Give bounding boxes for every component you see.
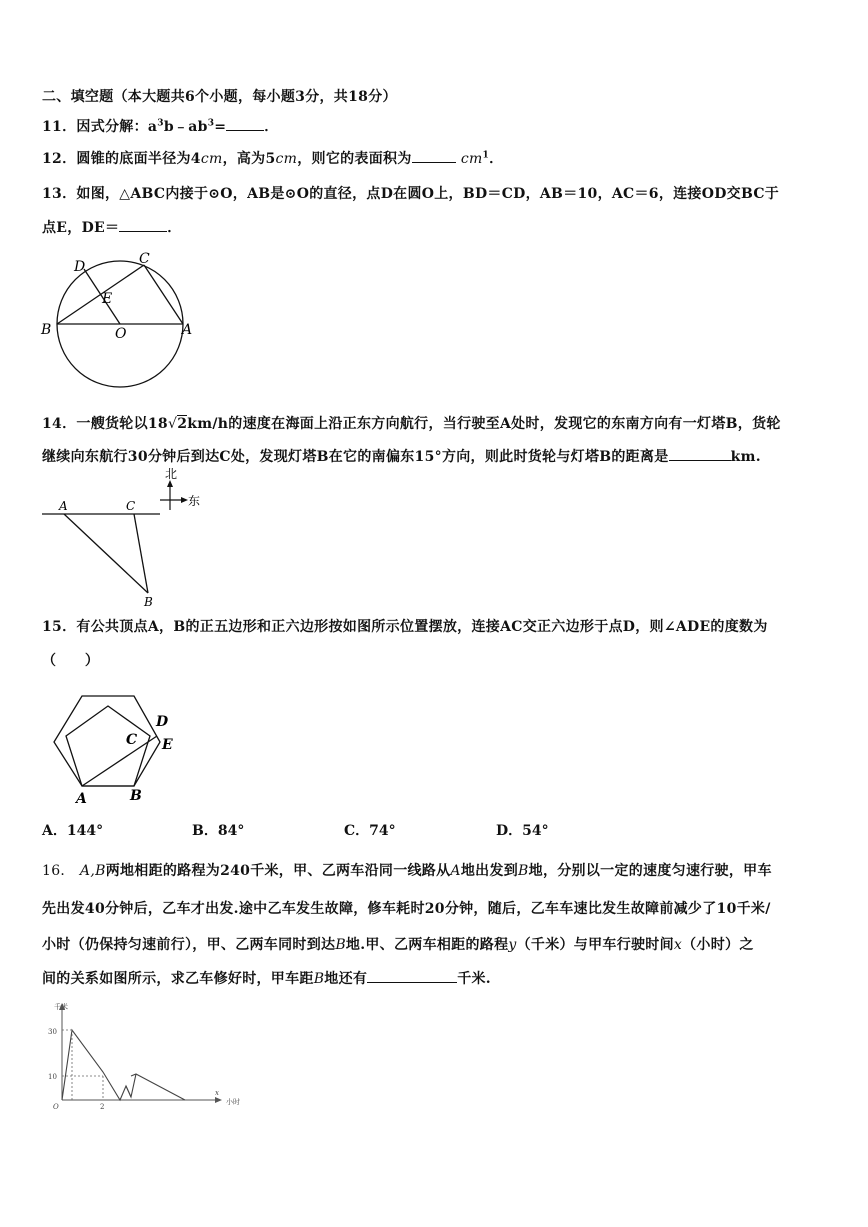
section-title: 二、填空题（本大题共6个小题，每小题3分，共18分）: [42, 89, 397, 105]
q11-answer-blank[interactable]: [226, 116, 264, 131]
q14-label-east: 东: [188, 494, 201, 508]
q12-unit2: cm: [275, 151, 298, 167]
q14-number: 14．: [42, 416, 77, 432]
q16-line4a: 间的关系如图所示，求乙车修好时，甲车距: [42, 971, 314, 987]
q13-label-b: B: [41, 322, 52, 338]
q16-line3g: （小时）之: [682, 937, 754, 953]
q16-line4c: 地还有: [324, 971, 368, 987]
q14-line1b: km/h的速度在海面上沿正东方向航行，当行驶至A处时，发现它的东南方向有一灯塔B，货轮: [187, 416, 781, 432]
q15-label-d: D: [156, 714, 169, 730]
q16-graph-origin: O: [53, 1103, 59, 1111]
q14-sqrt-value: 2: [177, 416, 188, 432]
question-16-line-3: [42, 934, 754, 954]
q12-sup: 1: [482, 150, 490, 161]
q16-number: 16．: [42, 863, 75, 879]
q13-answer-blank[interactable]: [119, 217, 167, 232]
q16-line3e: （千米）与甲车行驶时间: [516, 937, 674, 953]
question-11: [42, 116, 279, 136]
q14-label-north: 北: [165, 467, 178, 481]
q16-line4d: 千米.: [457, 971, 491, 987]
q16-line1g: 地，分别以一定的速度匀速行驶，甲车: [528, 863, 772, 879]
q12-text-b: ，高为5: [222, 151, 276, 167]
q12-end: ．: [489, 151, 504, 167]
q14-label-b: B: [144, 595, 153, 609]
q16-var-b2: B: [518, 863, 529, 879]
q13-line1: 如图，△ABC内接于⊙O，AB是⊙O的直径，点D在圆O上，BD＝CD，AB＝10，AC＝6，连接OD交BC于: [76, 186, 780, 202]
q14-line2b: km.: [730, 449, 761, 465]
q15-answer-brackets[interactable]: （ ）: [42, 653, 100, 669]
q12-answer-blank[interactable]: [412, 148, 456, 163]
q15-option-a[interactable]: A．144°: [42, 823, 104, 839]
q15-line1: 有公共顶点A，B的正五边形和正六边形按如图所示位置摆放，连接AC交正六边形于点D，则∠ADE的度数为: [76, 619, 768, 635]
question-15-line-2: [42, 650, 99, 670]
q16-sep: ,: [90, 863, 96, 879]
q13-line2: 点E，DE＝: [42, 220, 120, 236]
q16-graph-xlabel: 小时: [226, 1098, 240, 1106]
q16-line1c: 两地相距的路程为240千米，甲、乙两车沿同一线路从: [105, 863, 451, 879]
q15-label-e: E: [162, 737, 173, 753]
q16-distance-graph: [40, 1000, 250, 1115]
q11-end: ．: [264, 119, 279, 135]
q13-label-e: E: [102, 291, 113, 307]
q14-label-c: C: [126, 499, 136, 513]
q15-number: 15．: [42, 619, 77, 635]
q16-var-b3: B: [335, 937, 346, 953]
q16-answer-blank[interactable]: [367, 968, 457, 983]
question-12: [42, 148, 503, 168]
q16-var-a2: A: [450, 863, 461, 879]
q12-unit3: cm: [460, 151, 483, 167]
q11-text-c: =: [214, 119, 227, 135]
q13-circle-figure: [36, 246, 206, 396]
q16-var-x: x: [673, 937, 683, 953]
question-14-line-1: [42, 413, 781, 433]
q16-line3c: 地.甲、乙两车相距的路程: [345, 937, 509, 953]
q14-navigation-figure: [38, 466, 208, 610]
q11-text-a: 因式分解：a: [76, 119, 158, 135]
q16-var-b4: B: [313, 971, 325, 987]
q14-line2a: 继续向东航行30分钟后到达C处，发现灯塔B在它的南偏东15°方向，则此时货轮与灯塔B的距离是: [42, 449, 669, 465]
q14-label-a: A: [59, 499, 68, 513]
q13-end: ．: [167, 220, 182, 236]
q14-line1a: 一艘货轮以18: [76, 416, 168, 432]
question-13-line-2: [42, 217, 182, 237]
q12-unit1: cm: [200, 151, 223, 167]
q16-line2: 先出发40分钟后，乙车才出发.途中乙车发生故障，修车耗时20分钟，随后，乙车车速比发生故障前减少了10千米/: [42, 901, 771, 917]
q16-var-a: A: [79, 863, 91, 879]
q15-polygon-figure: [44, 686, 184, 808]
q13-label-o: O: [115, 326, 127, 342]
q11-number: 11．: [42, 119, 77, 135]
q12-text-a: 圆锥的底面半径为4: [76, 151, 201, 167]
q16-graph-xaxis: x: [215, 1089, 219, 1097]
q13-number: 13．: [42, 186, 77, 202]
q14-answer-blank[interactable]: [669, 446, 731, 461]
q15-option-b[interactable]: B．84°: [192, 823, 245, 839]
q13-label-d: D: [74, 259, 86, 275]
q15-label-a: A: [76, 791, 87, 807]
q15-label-c: C: [126, 732, 138, 748]
q11-text-b: b﹣ab: [163, 119, 208, 135]
q12-number: 12．: [42, 151, 77, 167]
q15-label-b: B: [130, 788, 142, 804]
question-16-line-2: [42, 898, 771, 918]
q16-graph-ylabel: 千米: [54, 1003, 68, 1011]
q16-graph-y10: 10: [48, 1073, 57, 1081]
q13-label-c: C: [139, 251, 150, 267]
q16-graph-y30: 30: [48, 1028, 57, 1036]
question-15-line-1: [42, 616, 768, 636]
q13-label-a: A: [182, 322, 193, 338]
sqrt-icon: √: [167, 416, 178, 432]
q16-var-y: y: [508, 937, 517, 953]
q11-sup1: 3: [157, 118, 164, 129]
q12-text-c: ，则它的表面积为: [297, 151, 412, 167]
q16-line1e: 地出发到: [460, 863, 519, 879]
q15-option-d[interactable]: D．54°: [496, 823, 549, 839]
q16-var-b: B: [95, 863, 106, 879]
question-14-line-2: [42, 446, 761, 466]
question-13-line-1: [42, 183, 779, 203]
q11-sup2: 3: [207, 118, 215, 129]
q16-line3a: 小时（仍保持匀速前行），甲、乙两车同时到达: [42, 937, 336, 953]
question-16-line-4: [42, 968, 491, 988]
q15-option-c[interactable]: C．74°: [344, 823, 396, 839]
q16-graph-x2: 2: [100, 1103, 105, 1111]
question-16-line-1: [42, 860, 772, 880]
